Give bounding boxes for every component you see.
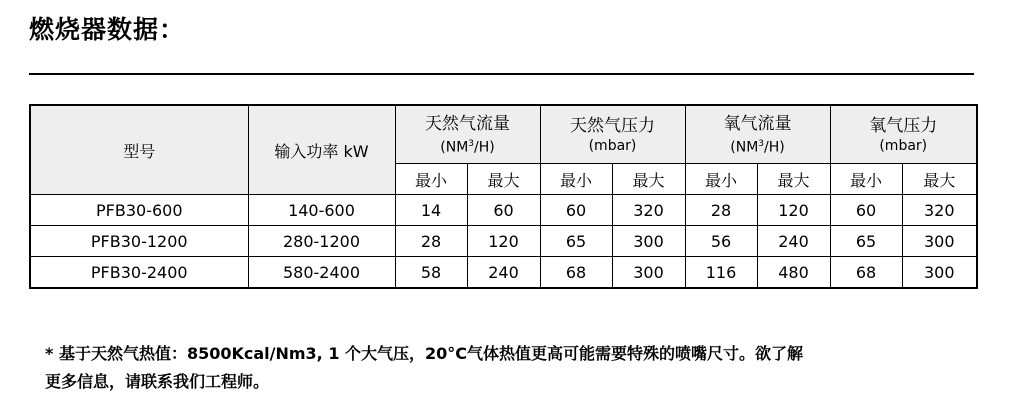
group-title: 氧气压力 (869, 115, 938, 136)
cell-value: 320 (612, 195, 685, 226)
cell-value: 65 (830, 226, 902, 257)
cell-model: PFB30-1200 (30, 226, 248, 257)
group-unit: $(NM^3/H)$ (730, 138, 785, 156)
group-unit: (mbar) (879, 137, 928, 154)
cell-value: 300 (612, 226, 685, 257)
cell-value: 68 (830, 257, 902, 289)
cell-value: 120 (757, 195, 830, 226)
header-min: 最小 (830, 164, 902, 195)
cell-value: 300 (612, 257, 685, 289)
cell-value: 60 (830, 195, 902, 226)
cell-value: 56 (685, 226, 757, 257)
cell-value: 120 (467, 226, 540, 257)
cell-value: 60 (467, 195, 540, 226)
cell-value: 65 (540, 226, 612, 257)
page-title: 燃烧器数据： (29, 15, 186, 44)
footnote (45, 340, 985, 396)
header-min: 最小 (395, 164, 467, 195)
group-title: 天然气压力 (570, 115, 655, 136)
header-model: 型号 (30, 105, 248, 195)
header-group-gas-flow (395, 105, 540, 164)
header-min: 最小 (540, 164, 612, 195)
cell-value: 116 (685, 257, 757, 289)
cell-model: PFB30-600 (30, 195, 248, 226)
divider (29, 73, 974, 75)
cell-model: PFB30-2400 (30, 257, 248, 289)
group-title: 氧气流量 (723, 113, 792, 134)
header-min: 最小 (685, 164, 757, 195)
cell-value: 240 (757, 226, 830, 257)
cell-value: 480 (757, 257, 830, 289)
table-row (30, 257, 977, 289)
header-group-gas-pressure (540, 105, 685, 164)
group-title: 天然气流量 (425, 113, 510, 134)
cell-power: 140-600 (248, 195, 395, 226)
footnote-line: 更多信息，请联系我们工程师。 (45, 372, 270, 391)
cell-value: 28 (685, 195, 757, 226)
header-max: 最大 (612, 164, 685, 195)
header-group-oxygen-flow (685, 105, 830, 164)
cell-value: 14 (395, 195, 467, 226)
header-max: 最大 (757, 164, 830, 195)
group-unit: $(NM^3/H)$ (440, 138, 495, 156)
cell-value: 300 (902, 226, 977, 257)
cell-value: 68 (540, 257, 612, 289)
cell-power: 280-1200 (248, 226, 395, 257)
table-row (30, 195, 977, 226)
burner-data-table (29, 104, 978, 289)
cell-value: 28 (395, 226, 467, 257)
cell-value: 58 (395, 257, 467, 289)
header-group-oxygen-pressure (830, 105, 977, 164)
cell-value: 240 (467, 257, 540, 289)
cell-value: 320 (902, 195, 977, 226)
header-max: 最大 (467, 164, 540, 195)
table-row (30, 226, 977, 257)
header-max: 最大 (902, 164, 977, 195)
cell-value: 60 (540, 195, 612, 226)
cell-value: 300 (902, 257, 977, 289)
cell-power: 580-2400 (248, 257, 395, 289)
footnote-line: * 基于天然气热值：8500Kcal/Nm3, 1 个大气压，20°C气体热值更高可能需要特殊的喷嘴尺寸。欲了解 (45, 344, 804, 363)
group-unit: (mbar) (588, 137, 637, 154)
header-input-power: 输入功率 kW (248, 105, 395, 195)
